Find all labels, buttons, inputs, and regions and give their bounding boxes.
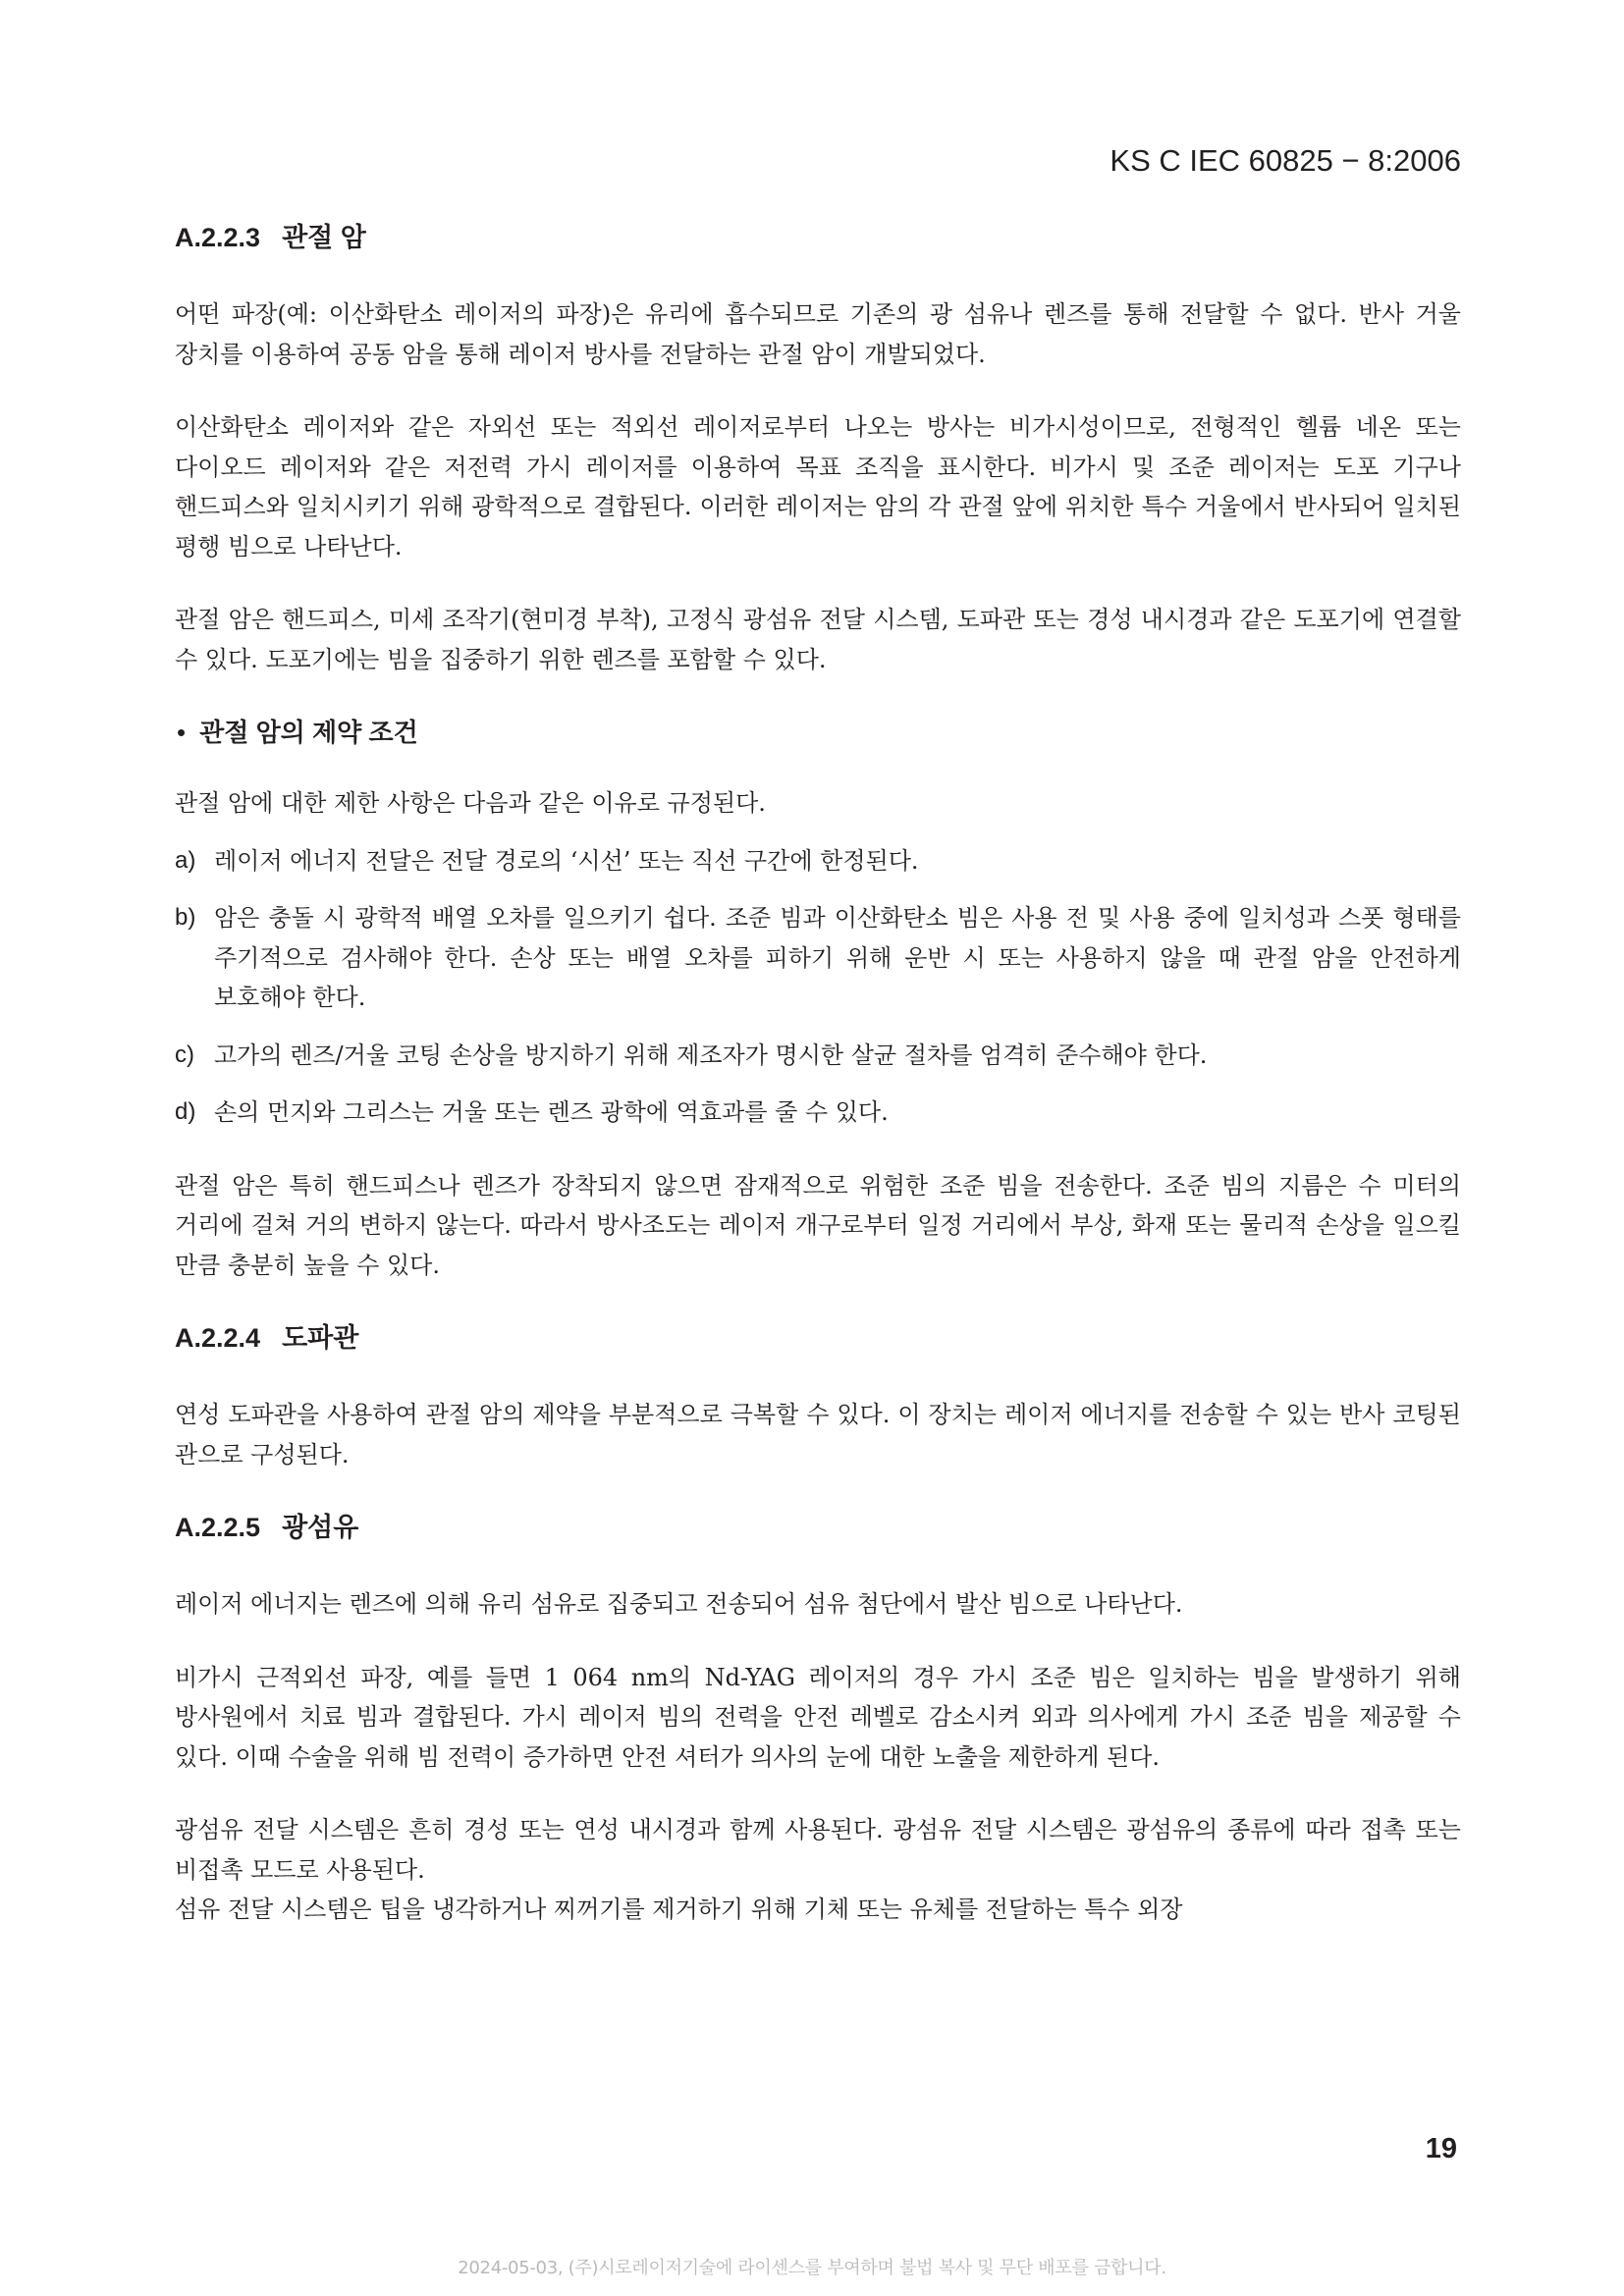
list-item-text: 레이저 에너지 전달은 전달 경로의 ‘시선’ 또는 직선 구간에 한정된다. (214, 846, 919, 875)
paragraph: 광섬유 전달 시스템은 흔히 경성 또는 연성 내시경과 함께 사용된다. 광섬유 전달 시스템은 광섬유의 종류에 따라 접촉 또는 비접촉 모드로 사용된다. (175, 1816, 1461, 1884)
paragraph: 비가시 근적외선 파장, 예를 들면 1 064 nm의 Nd-YAG 레이저의 경우 가시 조준 빔은 일치하는 빔을 발생하기 위해 방사원에서 치료 빔과 결합된다. 가시 레이저 빔의 전력을 안전 레벨로 감소시켜 외과 의사에게 가시 조준 빔을 제공할 수 있다. 이때 수술을 위해 빔 전력이 증가하면 안전 셔터가 의사의 눈에 대한 노출을 제한하게 된다. (175, 1663, 1461, 1771)
paragraph: 섬유 전달 시스템은 팁을 냉각하거나 찌꺼기를 제거하기 위해 기체 또는 유체를 전달하는 특수 외장 (175, 1896, 1183, 1923)
list-item (175, 841, 1461, 881)
list-item-label: a) (175, 846, 196, 874)
bullet-heading-text: 관절 암의 제약 조건 (199, 718, 418, 747)
paragraph: 레이저 에너지는 렌즈에 의해 유리 섬유로 집중되고 전송되어 섬유 첨단에서 발산 빔으로 나타난다. (175, 1590, 1183, 1618)
list-item (175, 1093, 1461, 1133)
paragraph: 관절 암은 핸드피스, 미세 조작기(현미경 부착), 고정식 광섬유 전달 시스템, 도파관 또는 경성 내시경과 같은 도포기에 연결할 수 있다. 도포기에는 빔을 집중하기 위한 렌즈를 포함할 수 있다. (175, 606, 1461, 673)
bullet-icon: • (177, 718, 187, 747)
paragraph: 연성 도파관을 사용하여 관절 암의 제약을 부분적으로 극복할 수 있다. 이 장치는 레이저 에너지를 전송할 수 있는 반사 코팅된 관으로 구성된다. (175, 1401, 1461, 1468)
paragraph: 어떤 파장(예: 이산화탄소 레이저의 파장)은 유리에 흡수되므로 기존의 광 섬유나 렌즈를 통해 전달할 수 없다. 반사 거울 장치를 이용하여 공동 암을 통해 레이저 방사를 전달하는 관절 암이 개발되었다. (175, 300, 1461, 368)
section-title: 광섬유 (282, 1513, 359, 1542)
section-title: 도파관 (282, 1323, 359, 1353)
list-item-text: 암은 충돌 시 광학적 배열 오차를 일으키기 쉽다. 조준 빔과 이산화탄소 빔은 사용 전 및 사용 중에 일치성과 스폿 형태를 주기적으로 검사해야 한다. 손상 또는 배열 오차를 피하기 위해 운반 시 또는 사용하지 않을 때 관절 암을 안전하게 보호해야 한다. (214, 904, 1461, 1011)
page-body (175, 218, 1461, 1963)
list-item-text: 손의 먼지와 그리스는 거울 또는 렌즈 광학에 역효과를 줄 수 있다. (214, 1098, 889, 1126)
list-item-label: c) (175, 1041, 194, 1068)
list-item-text: 고가의 렌즈/거울 코팅 손상을 방지하기 위해 제조자가 명시한 살균 절차를 엄격히 준수해야 한다. (214, 1041, 1208, 1069)
section-heading-a225 (175, 1508, 1461, 1547)
list-item-label: d) (175, 1098, 196, 1125)
section-number: A.2.2.4 (175, 1323, 261, 1353)
list-item (175, 898, 1461, 1018)
document-id: KS C IEC 60825 − 8:2006 (1110, 143, 1461, 178)
section-heading-a224 (175, 1318, 1461, 1358)
section-heading-a223 (175, 218, 1461, 257)
page-number: 19 (1425, 2133, 1457, 2164)
bullet-heading (175, 713, 1461, 752)
license-footer: 2024-05-03, (주)시로레이저기술에 라이센스를 부여하며 불법 복사 및 무단 배포를 금합니다. (458, 2258, 1166, 2278)
list-item (175, 1036, 1461, 1076)
section-title: 관절 암 (282, 223, 366, 252)
paragraph: 이산화탄소 레이저와 같은 자외선 또는 적외선 레이저로부터 나오는 방사는 비가시성이므로, 전형적인 헬륨 네온 또는 다이오드 레이저와 같은 저전력 가시 레이저를 이용하여 목표 조직을 표시한다. 비가시 및 조준 레이저는 도포 기구나 핸드피스와 일치시키기 위해 광학적으로 결합된다. 이러한 레이저는 암의 각 관절 앞에 위치한 특수 거울에서 반사되어 일치된 평행 빔으로 나타난다. (175, 413, 1461, 561)
section-number: A.2.2.5 (175, 1513, 261, 1542)
list-intro: 관절 암에 대한 제한 사항은 다음과 같은 이유로 규정된다. (175, 789, 766, 817)
list-item-label: b) (175, 904, 196, 931)
paragraph: 관절 암은 특히 핸드피스나 렌즈가 장착되지 않으면 잠재적으로 위험한 조준 빔을 전송한다. 조준 빔의 지름은 수 미터의 거리에 걸쳐 거의 변하지 않는다. 따라서 방사조도는 레이저 개구로부터 일정 거리에서 부상, 화재 또는 물리적 손상을 일으킬 만큼 충분히 높을 수 있다. (175, 1171, 1461, 1279)
section-number: A.2.2.3 (175, 223, 261, 252)
